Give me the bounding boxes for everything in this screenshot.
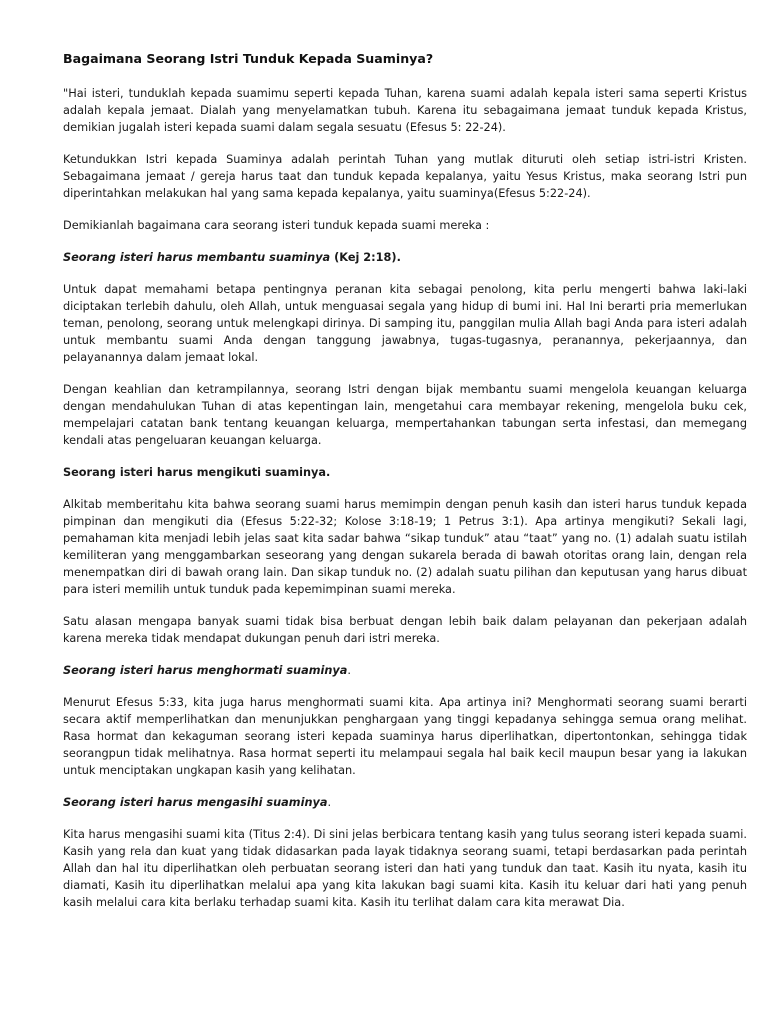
section2-paragraph-2: Satu alasan mengapa banyak suami tidak bisa berbuat dengan lebih baik dalam pelayanan dan pekerjaan adalah karena mereka tidak mendapat dukungan penuh dari istri mereka. bbox=[63, 615, 747, 645]
heading-reference: (Kej 2:18) bbox=[330, 251, 397, 264]
heading-text: Seorang isteri harus membantu suaminya bbox=[63, 251, 331, 264]
heading-text: Seorang isteri harus mengasihi suaminya bbox=[63, 796, 328, 809]
section-heading-mengikuti: Seorang isteri harus mengikuti suaminya. bbox=[63, 466, 331, 479]
intro-quote: "Hai isteri, tunduklah kepada suamimu seperti kepada Tuhan, karena suami adalah kepala isteri sama seperti Kristus adalah kepala jemaat. Dialah yang menyelamatkan tubuh. Karena itu sebagaimana jemaat tunduk kepada Kristus, demikian jugalah isteri kepada suami dalam segala sesuatu (Efesus 5: 22-24). bbox=[63, 87, 747, 134]
heading-trailing-period: . bbox=[327, 796, 332, 809]
heading-trailing-period: . bbox=[396, 251, 401, 264]
document-title: Bagaimana Seorang Istri Tunduk Kepada Suaminya? bbox=[63, 51, 434, 66]
document-page bbox=[63, 50, 747, 926]
section3-paragraph-1: Menurut Efesus 5:33, kita juga harus menghormati suami kita. Apa artinya ini? Menghormati seorang suami berarti secara aktif memperlihatkan dan menunjukkan penghargaan yang tinggi kepadanya sehingga semua orang melihat. Rasa hormat dan kekaguman seorang isteri kepada suaminya harus diperlihatkan, dipertontonkan, sehingga tidak seorangpun tidak melihatnya. Rasa hormat seperti itu melampaui segala hal baik kecil maupun besar yang ia lakukan untuk menciptakan ungkapan kasih yang kelihatan. bbox=[63, 696, 747, 777]
section-heading-membantu bbox=[63, 249, 747, 266]
section1-paragraph-1: Untuk dapat memahami betapa pentingnya peranan kita sebagai penolong, kita perlu mengerti bahwa laki-laki diciptakan terlebih dahulu, oleh Allah, untuk menguasai segala yang hidup di bumi ini. Hal Ini berarti pria memerlukan teman, penolong, seorang untuk melengkapi dirinya. Di samping itu, panggilan mulia Allah bagi Anda para isteri adalah untuk membantu suami Anda dengan tanggung jawabnya, tugas-tugasnya, peranannya, pekerjaannya, dan pelayanannya dalam jemaat lokal. bbox=[63, 283, 747, 364]
section-heading-menghormati bbox=[63, 662, 747, 679]
section4-paragraph-1: Kita harus mengasihi suami kita (Titus 2:4). Di sini jelas berbicara tentang kasih yang tulus seorang isteri kepada suami. Kasih yang rela dan kuat yang tidak didasarkan pada layak tidaknya seorang suami, tetapi berdasarkan pada perintah Allah dan hal itu diperlihatkan oleh perbuatan seorang isteri dan hati yang tunduk dan taat. Kasih itu nyata, kasih itu diamati, Kasih itu diperlihatkan melalui apa yang kita lakukan bagi suami kita. Kasih itu keluar dari hati yang penuh kasih melalui cara kita berlaku terhadap suami kita. Kasih itu terlihat dalam cara kita merawat Dia. bbox=[63, 828, 747, 909]
section2-paragraph-1: Alkitab memberitahu kita bahwa seorang suami harus memimpin dengan penuh kasih dan isteri harus tunduk kepada pimpinan dan mengikuti dia (Efesus 5:22-32; Kolose 3:18-19; 1 Petrus 3:1). Apa artinya mengikuti? Sekali lagi, pemahaman kita menjadi lebih jelas saat kita sadar bahwa “sikap tunduk” atau “taat” yang no. (1) adalah suatu istilah kemiliteran yang menggambarkan seseorang yang dengan sukarela berada di bawah otoritas orang lain, dengan rela menempatkan diri di bawah orang lain. Dan sikap tunduk no. (2) adalah suatu pilihan dan keputusan yang harus dibuat para isteri memilih untuk tunduk pada kepemimpinan suami mereka. bbox=[63, 498, 747, 596]
section-heading-mengasihi bbox=[63, 794, 747, 811]
heading-text: Seorang isteri harus menghormati suaminya bbox=[63, 664, 348, 677]
intro-paragraph: Ketundukkan Istri kepada Suaminya adalah perintah Tuhan yang mutlak dituruti oleh setiap istri-istri Kristen. Sebagaimana jemaat / gereja harus taat dan tunduk kepada kepalanya, yaitu Yesus Kristus, maka seorang Istri pun diperintahkan melakukan hal yang sama kepada kepalanya, yaitu suaminya(Efesus 5:22-24). bbox=[63, 153, 747, 200]
heading-trailing-period: . bbox=[347, 664, 351, 677]
section1-paragraph-2: Dengan keahlian dan ketrampilannya, seorang Istri dengan bijak membantu suami mengelola keuangan keluarga dengan mendahulukan Tuhan di atas kepentingan lain, mengetahui cara membayar rekening, mengelola buku cek, mempelajari catatan bank tentang keuangan keluarga, mempertahankan tabungan serta infestasi, dan memegang kendali atas pengeluaran keuangan keluarga. bbox=[63, 383, 747, 447]
lead-in: Demikianlah bagaimana cara seorang isteri tunduk kepada suami mereka : bbox=[63, 219, 490, 232]
